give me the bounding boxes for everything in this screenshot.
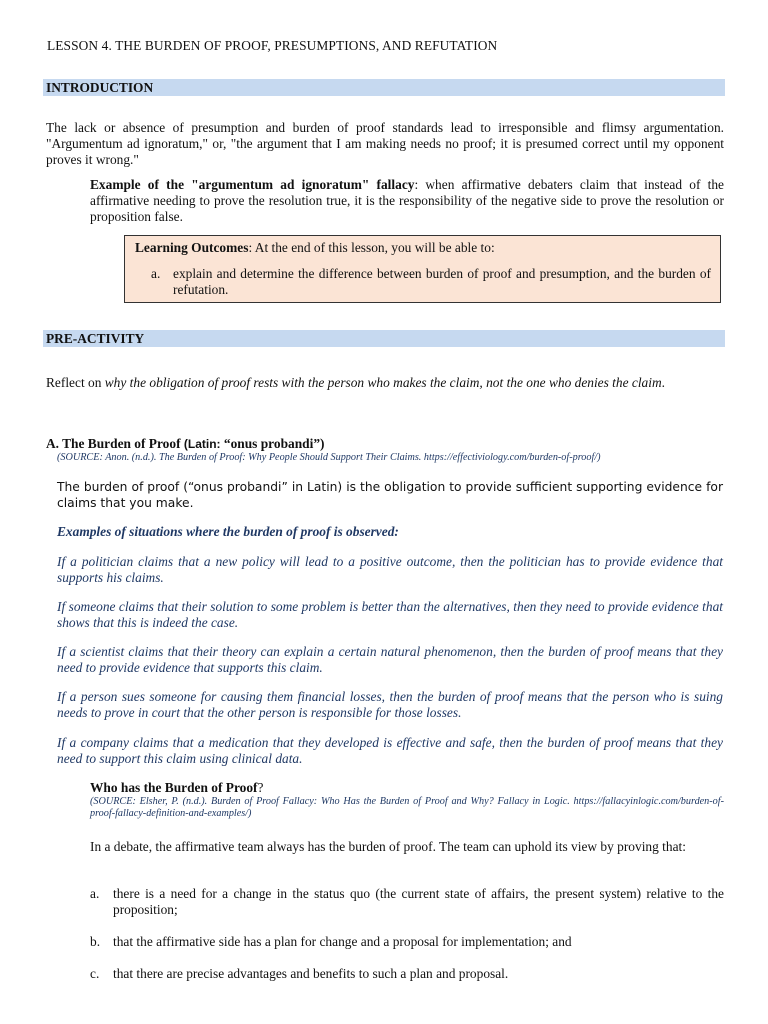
list-item <box>90 966 724 982</box>
reflect-prefix: Reflect on <box>46 375 105 390</box>
who-has-title: Who has the Burden of Proof <box>90 780 258 795</box>
lesson-title <box>47 38 497 54</box>
learning-outcomes-label: Learning Outcomes <box>135 240 249 255</box>
example-item: If someone claims that their solution to some problem is better than the alternatives, then they need to provide evidence that shows that this is indeed the case. <box>57 599 723 630</box>
lesson-number: LESSON 4 <box>47 38 109 53</box>
list-item-text: that there are precise advantages and benefits to such a plan and proposal. <box>113 966 509 981</box>
who-has-suffix: ? <box>257 780 264 795</box>
reflect-prompt <box>46 375 724 391</box>
list-marker: a. <box>151 266 161 281</box>
who-has-heading <box>90 780 263 796</box>
learning-outcomes-intro: : At the end of this lesson, you will be able to: <box>248 240 495 255</box>
learning-outcomes-header <box>135 240 495 256</box>
example-item: If a scientist claims that their theory can explain a certain natural phenomenon, then the burden of proof means that they need to provide evidence that supports this claim. <box>57 644 723 675</box>
list-item-text: there is a need for a change in the status quo (the current state of affairs, the present system) relative to the proposition; <box>113 886 724 917</box>
list-marker: c. <box>90 966 100 981</box>
reflect-suffix: . <box>661 375 665 390</box>
list-item <box>90 934 724 950</box>
list-marker: a. <box>90 886 100 901</box>
learning-outcome-text: explain and determine the difference between burden of proof and presumption, and the burden of refutation. <box>173 266 711 297</box>
section-a-title: A. The Burden of Proof <box>46 436 184 451</box>
learning-outcomes-box <box>124 235 721 303</box>
learning-outcome-item <box>151 266 711 298</box>
lesson-title-text: . THE BURDEN OF PROOF, PRESUMPTIONS, AND REFUTATION <box>108 38 498 53</box>
list-item-text: that the affirmative side has a plan for change and a proposal for implementation; and <box>113 934 572 949</box>
section-a-heading <box>46 436 325 452</box>
section-a-latin: Latin: <box>187 437 224 451</box>
introduction-paragraph: The lack or absence of presumption and burden of proof standards lead to irresponsible and flimsy argumentation. "Argumentum ad ignoratum," or, "the argument that I am making needs no proof; it is presumed correct until my opponent proves it wrong." <box>46 120 724 167</box>
fallacy-example-label: Example of the "argumentum ad ignoratum" fallacy <box>90 177 415 192</box>
example-item: If a company claims that a medication that they developed is effective and safe, then the burden of proof means that they need to support this claim using clinical data. <box>57 735 723 766</box>
who-has-paragraph: In a debate, the affirmative team always has the burden of proof. The team can uphold its view by proving that: <box>90 839 686 854</box>
example-item: If a politician claims that a new policy will lead to a positive outcome, then the politician has to provide evidence that supports his claims. <box>57 554 723 585</box>
list-item <box>90 886 724 918</box>
section-a-term: “onus probandi”) <box>223 436 325 451</box>
section-a-paren: ( <box>183 437 188 451</box>
reflect-question: why the obligation of proof rests with the person who makes the claim, not the one who denies the claim <box>104 375 662 390</box>
source-citation: (SOURCE: Anon. (n.d.). The Burden of Proof: Why People Should Support Their Claims. https://effectiviology.com/burden-of-proof/) <box>57 452 601 463</box>
pre-activity-heading: PRE-ACTIVITY <box>43 330 725 347</box>
examples-heading: Examples of situations where the burden of proof is observed: <box>57 524 399 539</box>
list-marker: b. <box>90 934 101 949</box>
burden-definition: The burden of proof (“onus probandi” in Latin) is the obligation to provide sufficient supporting evidence for claims that you make. <box>57 480 723 510</box>
source-citation: (SOURCE: Elsher, P. (n.d.). Burden of Proof Fallacy: Who Has the Burden of Proof and Why? Fallacy in Logic. https://fallacyinlogic.com/burden-of-proof-fallacy-definition-and-examples/) <box>90 796 724 819</box>
fallacy-example-text: : when affirmative debaters claim that instead of the affirmative needing to prove the resolution true, it is the responsibility of the negative side to prove the resolution or proposition false. <box>90 177 724 224</box>
example-item: If a person sues someone for causing them financial losses, then the burden of proof means that the person who is suing needs to prove in court that the other person is responsible for those losses. <box>57 689 723 720</box>
introduction-heading: INTRODUCTION <box>43 79 725 96</box>
fallacy-example <box>90 177 724 225</box>
